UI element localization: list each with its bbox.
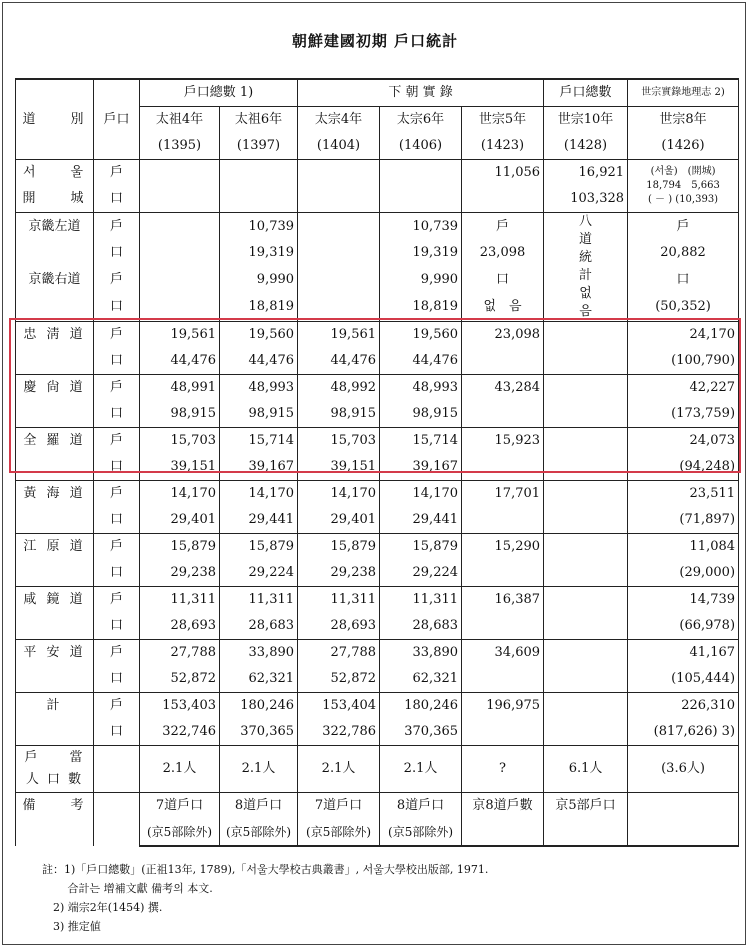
cell-value: 18,819 [220,294,298,322]
cell-value: 15,703 [298,428,380,455]
cell-value: 24,073 [628,428,739,455]
cell-value: 19,319 [220,240,298,267]
cell-value: 2.1人 [298,746,380,793]
header-reign: 太宗4年 [298,107,380,134]
remark: 7道戶口 [298,793,380,820]
table-row-province-hu [16,587,739,614]
kind-hu: 戶 [94,160,140,187]
cell-value: 52,872 [298,666,380,693]
cell-value: 322,746 [140,719,220,746]
kind-kou: 口 [94,666,140,693]
cell-value: 226,310 [628,693,739,720]
footnote: 2) 端宗2年(1454) 撰. [42,901,163,914]
cell-value: 98,915 [220,401,298,428]
cell-value: 15,714 [380,428,462,455]
cell-value: 18,819 [380,294,462,322]
cell-value: 23,098 [462,322,544,349]
header-year: (1428) [544,133,628,160]
cell-value: 29,401 [140,507,220,534]
cell-value: 153,404 [298,693,380,720]
cell-value [462,560,544,587]
cell-value: 19,561 [140,322,220,349]
cell-value [544,534,628,561]
cell-value [544,481,628,508]
table-row-province-hu [16,481,739,508]
region-name: 忠 淸 道 [16,322,94,349]
cell-seoul-geography [628,160,739,213]
remark: 8道戶口 [220,793,298,820]
remark: 7道戶口 [140,793,220,820]
kind-kou: 口 [94,719,140,746]
header-reign: 世宗5年 [462,107,544,134]
cell-value: 24,170 [628,322,739,349]
cell-value: 39,167 [380,454,462,481]
cell-value [544,560,628,587]
cell-value: 16,387 [462,587,544,614]
kind-hu: 戶 [94,375,140,402]
cell-value: 9,990 [220,267,298,294]
header-group-annals: 下 朝 實 錄 [298,79,544,107]
cell-value: 14,170 [140,481,220,508]
table-row-seoul-hu [16,160,739,187]
remark [628,819,739,846]
region-name: 서 울 [16,160,94,187]
kind-hu: 戶 [94,640,140,667]
cell-value: 15,703 [140,428,220,455]
cell-value [544,666,628,693]
cell-value [298,267,380,294]
cell-value: 20,882 [628,240,739,267]
table-row-province-hu [16,693,739,720]
cell-value: 29,224 [220,560,298,587]
header-group-geography: 世宗實錄地理志 2) [628,79,739,107]
region-name: 全 羅 道 [16,428,94,455]
cell-value: 19,560 [380,322,462,349]
cell-value: 29,224 [380,560,462,587]
cell-value: 14,170 [380,481,462,508]
cell-value: 62,321 [220,666,298,693]
cell-value [140,267,220,294]
cell-value: 19,319 [380,240,462,267]
cell-value: 23,098 [462,240,544,267]
cell-value: 27,788 [140,640,220,667]
seoul-line: (서울) (開城) [650,166,716,177]
kind-kou: 口 [94,401,140,428]
region-name: 平 安 道 [16,640,94,667]
cell-value: 15,714 [220,428,298,455]
cell-value: (29,000) [628,560,739,587]
kind-kou: 口 [94,348,140,375]
header-reign: 世宗8年 [628,107,739,134]
empty-cell [16,719,94,746]
cell-value: 17,701 [462,481,544,508]
kind-kou: 口 [94,186,140,213]
cell-value: 23,511 [628,481,739,508]
cell-value: 11,311 [380,587,462,614]
cell-value: 15,879 [220,534,298,561]
cell-value: 6.1人 [544,746,628,793]
region-name: 京畿右道 [16,267,94,294]
table-row-province-kou [16,719,739,746]
empty-cell [16,613,94,640]
cell-value: (94,248) [628,454,739,481]
cell-value: 14,170 [298,481,380,508]
cell-value: 28,683 [220,613,298,640]
cell-value: 戶 [462,213,544,241]
header-kind: 戶口 [94,79,140,160]
seoul-line: 18,794 5,663 [646,180,720,191]
header-region: 道 別 [16,79,94,160]
cell-value: 2.1人 [140,746,220,793]
cell-value: 103,328 [544,186,628,213]
cell-value: 29,238 [140,560,220,587]
remark: 8道戶口 [380,793,462,820]
cell-value: 33,890 [220,640,298,667]
remark [462,819,544,846]
cell-value: 29,441 [380,507,462,534]
cell-value [140,240,220,267]
table-row-province-kou [16,666,739,693]
region-name: 開 城 [16,186,94,213]
region-name: 計 [16,693,94,720]
cell-value: 2.1人 [380,746,462,793]
table-row-province-hu [16,534,739,561]
cell-value: 15,879 [298,534,380,561]
cell-value: 48,991 [140,375,220,402]
cell-value: 9,990 [380,267,462,294]
remark [544,819,628,846]
cell-value: 15,290 [462,534,544,561]
cell-value: 98,915 [140,401,220,428]
cell-value: (100,790) [628,348,739,375]
cell-value: (173,759) [628,401,739,428]
header-year: (1426) [628,133,739,160]
cell-value: 29,401 [298,507,380,534]
cell-value: 48,992 [298,375,380,402]
header-year: (1406) [380,133,462,160]
kind-hu: 戶 [94,693,140,720]
table-row-remarks [16,793,739,820]
kind-kou: 口 [94,454,140,481]
cell-value: 14,170 [220,481,298,508]
cell-value: 27,788 [298,640,380,667]
per-house-label [16,746,94,793]
table-row-province-kou [16,613,739,640]
cell-value: 39,151 [298,454,380,481]
cell-value [462,613,544,640]
kind-kou: 口 [94,560,140,587]
cell-value: 11,311 [140,587,220,614]
page-title: 朝鮮建國初期 戶口統計 [291,32,459,50]
cell-value: 없 음 [462,294,544,322]
cell-value: (3.6人) [628,746,739,793]
remark: (京5部除外) [220,819,298,846]
cell-value: (50,352) [628,294,739,322]
cell-value: 口 [462,267,544,294]
cell-value [298,240,380,267]
header-year: (1423) [462,133,544,160]
cell-value: 戶 [628,213,739,241]
kind-hu: 戶 [94,587,140,614]
kind-hu: 戶 [94,213,140,241]
header-row-groups [16,79,739,107]
table-row-province-kou [16,507,739,534]
cell-value: 11,311 [298,587,380,614]
footnote: 註：1)「戶口總數」(正祖13年, 1789),「서울大學校古典叢書」, 서울大學校出版部, 1971. [42,863,489,876]
cell-value: 15,879 [140,534,220,561]
per-house-label-line: 戶 當 [24,750,85,765]
cell-value: 口 [628,267,739,294]
header-year: (1404) [298,133,380,160]
empty-cell [16,507,94,534]
cell-value: 11,311 [220,587,298,614]
header-group-census: 戶口總數 1) [140,79,298,107]
cell-value: 52,872 [140,666,220,693]
cell-value: 48,993 [220,375,298,402]
region-name: 江 原 道 [16,534,94,561]
cell-value: 11,084 [628,534,739,561]
kind-kou: 口 [94,613,140,640]
cell-value: (71,897) [628,507,739,534]
header-reign: 太祖6年 [220,107,298,134]
kind-hu: 戶 [94,534,140,561]
header-reign: 太宗6年 [380,107,462,134]
cell-no-stats: 八道統計없음 [544,213,628,322]
cell-value: 15,879 [380,534,462,561]
cell-value: 48,993 [380,375,462,402]
cell-value: 39,167 [220,454,298,481]
per-house-label-line: 人 口 數 [25,772,84,787]
cell-value: 42,227 [628,375,739,402]
empty-cell [16,666,94,693]
table-row-gyeonggi-left-kou [16,240,739,267]
kind-hu: 戶 [94,481,140,508]
kind-kou: 口 [94,507,140,534]
cell-value: 180,246 [220,693,298,720]
cell-value: 28,683 [380,613,462,640]
kind-kou: 口 [94,240,140,267]
cell-value [298,213,380,241]
footnotes [42,860,488,936]
cell-value: 98,915 [380,401,462,428]
empty-cell [94,793,140,847]
cell-value: 44,476 [140,348,220,375]
kind-kou: 口 [94,294,140,322]
cell-value: ? [462,746,544,793]
cell-value [544,640,628,667]
cell-value [462,719,544,746]
cell-value: 14,739 [628,587,739,614]
cell-value: 41,167 [628,640,739,667]
cell-value: (105,444) [628,666,739,693]
cell-value: 370,365 [220,719,298,746]
cell-value [544,587,628,614]
cell-value: (66,978) [628,613,739,640]
cell-value: 44,476 [298,348,380,375]
cell-value: 29,238 [298,560,380,587]
header-reign: 太祖4年 [140,107,220,134]
seoul-line: ( － ) (10,393) [647,194,719,205]
region-name: 咸 鏡 道 [16,587,94,614]
kind-hu: 戶 [94,322,140,349]
table-row-gyeonggi-right-hu [16,267,739,294]
cell-value: 16,921 [544,160,628,187]
remark [628,793,739,820]
cell-value: 28,693 [298,613,380,640]
region-name: 京畿左道 [16,213,94,241]
region-name: 黃 海 道 [16,481,94,508]
cell-value: 39,151 [140,454,220,481]
cell-value: (817,626) 3) [628,719,739,746]
cell-value: 11,056 [462,160,544,187]
empty-cell [94,746,140,793]
cell-value: 10,739 [220,213,298,241]
table-row-gyeonggi-left-hu [16,213,739,241]
region-name: 慶 尙 道 [16,375,94,402]
cell-value: 29,441 [220,507,298,534]
cell-value [544,719,628,746]
kind-hu: 戶 [94,267,140,294]
footnote: 合計는 增補文獻 備考의 本文. [42,882,213,895]
cell-value [462,666,544,693]
cell-value: 2.1人 [220,746,298,793]
cell-value [544,693,628,720]
remark: (京5部除外) [298,819,380,846]
cell-value [544,507,628,534]
remark: (京5部除外) [140,819,220,846]
footnote: 3) 推定値 [42,920,101,933]
remark: 京5部戶口 [544,793,628,820]
cell-value: 370,365 [380,719,462,746]
cell-value: 196,975 [462,693,544,720]
table-row-province-hu [16,640,739,667]
cell-value: 322,786 [298,719,380,746]
remark: 京8道戶數 [462,793,544,820]
cell-value: 19,561 [298,322,380,349]
empty-cell [16,560,94,587]
remarks-label: 備 考 [16,793,94,847]
cell-value: 28,693 [140,613,220,640]
kind-hu: 戶 [94,428,140,455]
header-reign: 世宗10年 [544,107,628,134]
highlight-box [9,318,741,473]
cell-value: 43,284 [462,375,544,402]
header-group-census-2: 戶口總數 [544,79,628,107]
cell-value: 153,403 [140,693,220,720]
cell-value: 44,476 [380,348,462,375]
header-year: (1395) [140,133,220,160]
cell-value [544,613,628,640]
remark: (京5部除外) [380,819,462,846]
cell-value [462,507,544,534]
cell-value: 19,560 [220,322,298,349]
cell-value [140,213,220,241]
table-row-province-kou [16,560,739,587]
cell-value: 98,915 [298,401,380,428]
cell-value: 34,609 [462,640,544,667]
cell-value: 180,246 [380,693,462,720]
cell-value: 33,890 [380,640,462,667]
cell-value: 44,476 [220,348,298,375]
cell-value: 62,321 [380,666,462,693]
cell-value: 15,923 [462,428,544,455]
cell-value: 10,739 [380,213,462,241]
header-year: (1397) [220,133,298,160]
